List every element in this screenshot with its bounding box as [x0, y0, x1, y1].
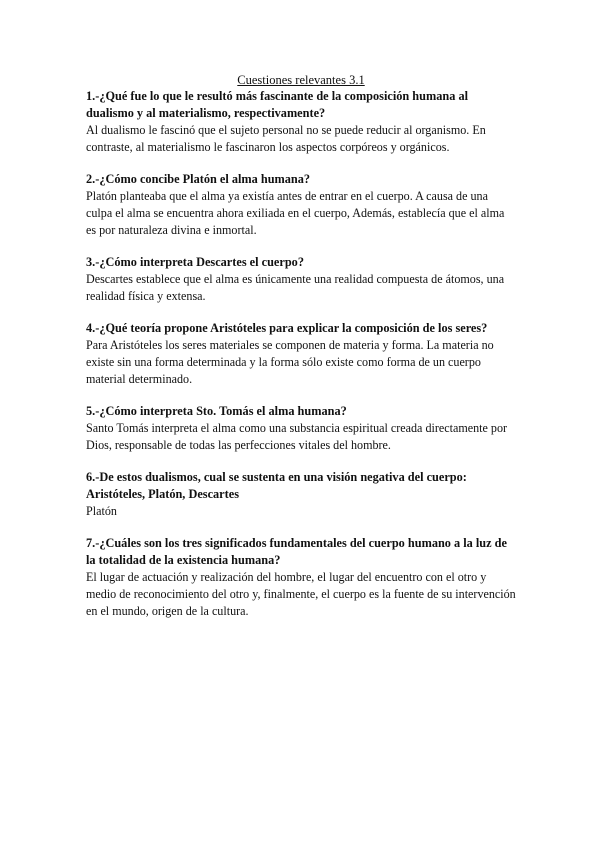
question-text: 3.-¿Cómo interpreta Descartes el cuerpo?	[86, 255, 304, 269]
question-text: 1.-¿Qué fue lo que le resultó más fascinante de la composición humana al dualismo y al materialismo, respectivamente?	[86, 89, 469, 120]
qa-item	[86, 254, 516, 305]
document-title: Cuestiones relevantes 3.1	[237, 73, 365, 87]
answer-text: Platón	[86, 504, 117, 518]
answer-text: El lugar de actuación y realización del hombre, el lugar del encuentro con el otro y medio de reconocimiento del otro y, finalmente, el cuerpo es la fuente de su intervención en el mundo, origen de la cultura.	[86, 570, 516, 618]
question-text: 2.-¿Cómo concibe Platón el alma humana?	[86, 172, 311, 186]
answer-text: Al dualismo le fascinó que el sujeto personal no se puede reducir al organismo. En contraste, al materialismo le fascinaron los aspectos corpóreos y orgánicos.	[86, 123, 486, 154]
answer-text: Platón planteaba que el alma ya existía antes de entrar en el cuerpo. A causa de una culpa el alma se encuentra ahora exiliada en el cuerpo, Además, establecía que el alma es por naturaleza divina e inmortal.	[86, 189, 505, 237]
answer-text: Descartes establece que el alma es únicamente una realidad compuesta de átomos, una realidad física y extensa.	[86, 272, 505, 303]
qa-item	[86, 469, 516, 520]
qa-item	[86, 403, 516, 454]
question-text: 7.-¿Cuáles son los tres significados fundamentales del cuerpo humano a la luz de la totalidad de la existencia humana?	[86, 536, 507, 567]
question-text: 5.-¿Cómo interpreta Sto. Tomás el alma humana?	[86, 404, 347, 418]
document-page	[86, 72, 516, 635]
question-text: 6.-De estos dualismos, cual se sustenta en una visión negativa del cuerpo: Aristóteles, Platón, Descartes	[86, 470, 467, 501]
qa-item	[86, 535, 516, 620]
answer-text: Para Aristóteles los seres materiales se componen de materia y forma. La materia no existe sin una forma determinada y la forma sólo existe como forma de un cuerpo material determinado.	[86, 338, 494, 386]
qa-item	[86, 320, 516, 388]
qa-item	[86, 171, 516, 239]
qa-item	[86, 88, 516, 156]
answer-text: Santo Tomás interpreta el alma como una substancia espiritual creada directamente por Dios, responsable de todas las perfecciones vitales del hombre.	[86, 421, 508, 452]
question-text: 4.-¿Qué teoría propone Aristóteles para explicar la composición de los seres?	[86, 321, 488, 335]
